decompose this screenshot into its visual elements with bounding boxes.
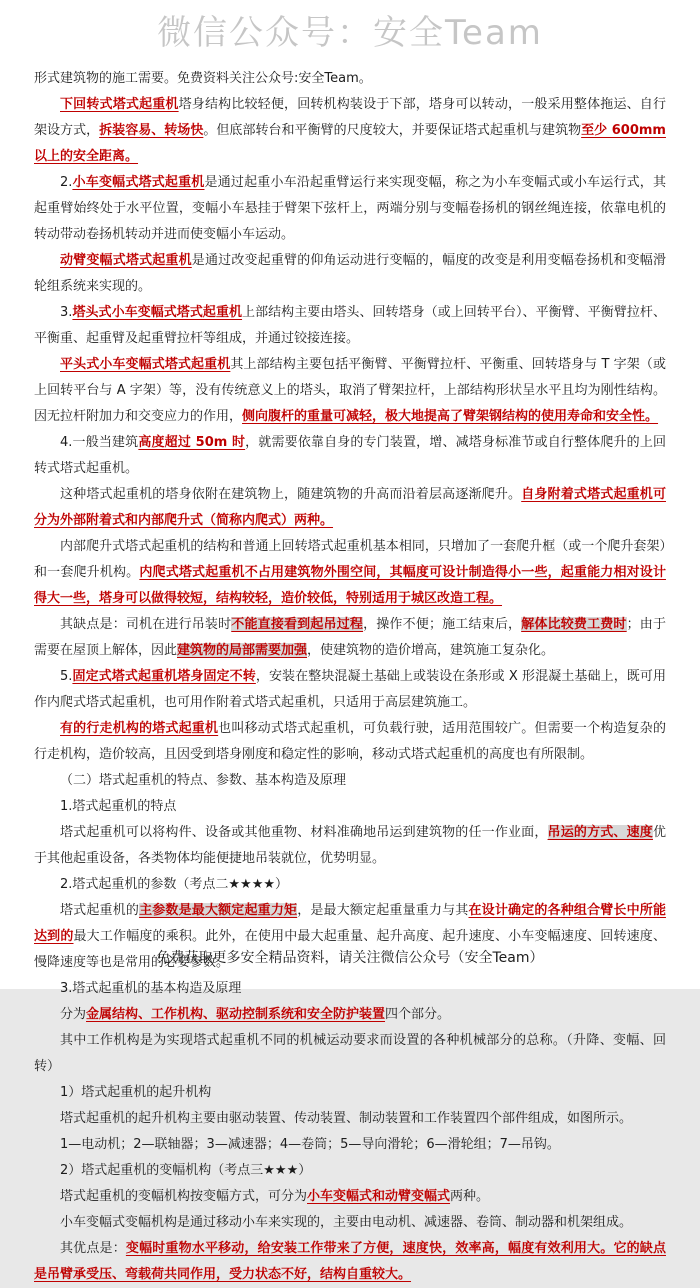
paragraph-26 [34, 1210, 666, 1236]
paragraph-15 [34, 820, 666, 872]
emphasis-run: 变幅时重物水平移动，给安装工作带来了方便，速度快，效率高，幅度有效利用大。它的缺点是吊臂承受压、弯载荷共同作用，受力状态不好，结构自重较大。 [34, 1241, 666, 1282]
text-run: 4.一般当建筑 [60, 435, 139, 450]
paragraph-3 [34, 170, 666, 248]
emphasis-run: 小车变幅式塔式起重机 [72, 175, 205, 190]
highlighted-run: 吊运的方式、速度 [547, 825, 653, 840]
text-run: 3. [60, 305, 73, 320]
text-run: 其中工作机构是为实现塔式起重机不同的机械运动要求而设置的各种机械部分的总称。（升降、变幅、回转） [34, 1033, 666, 1074]
text-run: 塔式起重机的变幅机构按变幅方式，可分为 [60, 1189, 308, 1204]
emphasis-run: 高度超过 50m 时 [138, 435, 246, 450]
paragraph-20 [34, 1028, 666, 1080]
text-run: 两种。 [450, 1189, 490, 1204]
emphasis-run: 侧向腹杆的重量可减轻，极大地提高了臂架钢结构的使用寿命和安全性。 [242, 409, 659, 424]
emphasis-run: 下回转式塔式起重机 [60, 97, 179, 112]
text-run: ，是最大额定起重量重力与其 [297, 903, 469, 918]
highlighted-run: 主参数是最大额定起重力矩 [139, 903, 298, 918]
paragraph-19 [34, 1002, 666, 1028]
paragraph-21 [34, 1080, 666, 1106]
highlighted-run: 不能直接看到起吊过程 [231, 617, 364, 632]
text-run: 3.塔式起重机的基本构造及原理 [60, 981, 242, 996]
paragraph-16 [34, 872, 666, 898]
text-run: 其缺点是：司机在进行吊装时 [60, 617, 232, 632]
text-run: ，安装在整块混凝土基础上或装设在条形或 X 形混凝土基础上，既可用作内爬式塔式起重机，也可用作附着式塔式起重机，只适用于高层建筑施工。 [34, 669, 666, 710]
text-run: 其优点是： [60, 1241, 126, 1256]
text-run: 2）塔式起重机的变幅机构（考点三★★★） [60, 1163, 312, 1178]
text-run: 塔式起重机的 [60, 903, 140, 918]
footer-note: 免费获取更多安全精品资料，请关注微信公众号（安全Team） [156, 950, 544, 966]
paragraph-8 [34, 482, 666, 534]
paragraph-14 [34, 794, 666, 820]
emphasis-run: 有的行走机构的塔式起重机 [60, 721, 219, 736]
emphasis-run: 塔头式小车变幅式塔式起重机 [72, 305, 243, 320]
text-run: 分为 [60, 1007, 87, 1022]
text-run: 2. [60, 175, 73, 190]
paragraph-24 [34, 1158, 666, 1184]
paragraph-1 [34, 66, 666, 92]
text-run: ，操作不便；施工结束后， [363, 617, 522, 632]
text-run: 5. [60, 669, 73, 684]
text-run: 形式建筑物的施工需要。免费资料关注公众号:安全Team。 [34, 71, 372, 86]
paragraph-11 [34, 664, 666, 716]
highlighted-run: 解体比较费工费时 [521, 617, 627, 632]
text-run: 2.塔式起重机的参数（考点二★★★★） [60, 877, 289, 892]
text-run: 1—电动机；2—联轴器；3—减速器；4—卷筒；5—导向滑轮；6—滑轮组；7—吊钩。 [60, 1137, 560, 1152]
paragraph-22 [34, 1106, 666, 1132]
text-run: 是通过起重小车沿起重臂运行来实现变幅，称之为小车变幅式或小车运行式，其起重臂始终处于水平位置，变幅小车悬挂于臂架下弦杆上，两端分别与变幅卷扬机的钢丝绳连接，依靠电机的转动带动卷扬机转动并进而使变幅小车运动。 [34, 175, 666, 242]
text-run: 小车变幅式变幅机构是通过移动小车来实现的，主要由电动机、减速器、卷筒、制动器和机架组成。 [60, 1215, 633, 1230]
emphasis-run: 拆装容易、转场快 [99, 123, 204, 138]
paragraph-10 [34, 612, 666, 664]
paragraph-12 [34, 716, 666, 768]
paragraph-7 [34, 430, 666, 482]
text-run: ，使建筑物的造价增高，建筑施工复杂化。 [307, 643, 555, 658]
text-run: 最大工作幅度的乘积。此外，在使用中最大起重量、起升高度、起升速度、小车变幅速度、回转速度、慢降速度等也是常用的必要参数。 [34, 929, 666, 970]
text-run: ；由于需要在屋顶上解体，因此 [34, 617, 666, 658]
text-run: 塔式起重机的起升机构主要由驱动装置、传动装置、制动装置和工作装置四个部件组成，如图所示。 [60, 1111, 633, 1126]
emphasis-run: 在设计确定的各种组合臂长中所能达到的 [34, 903, 666, 944]
text-run: 内部爬升式塔式起重机的结构和普通上回转塔式起重机基本相同，只增加了一套爬升框（或一个爬升套架）和一套爬升机构。 [34, 539, 666, 580]
paragraph-23 [34, 1132, 666, 1158]
paragraph-5 [34, 300, 666, 352]
text-run: 塔身结构比较轻便，回转机构装设于下部，塔身可以转动，一般采用整体拖运、自行架设方式， [34, 97, 666, 138]
paragraph-18 [34, 976, 666, 1002]
paragraph-4 [34, 248, 666, 300]
paragraph-2 [34, 92, 666, 170]
text-run: 1）塔式起重机的起升机构 [60, 1085, 212, 1100]
emphasis-run: 内爬式塔式起重机不占用建筑物外围空间，其幅度可设计制造得小一些，起重能力相对设计得大一些，塔身可以做得较短，结构较轻，造价较低，特别适用于城区改造工程。 [34, 565, 666, 606]
emphasis-run: 自身附着式塔式起重机可分为外部附着式和内部爬升式（简称内爬式）两种。 [34, 487, 666, 528]
text-run: 塔式起重机可以将构件、设备或其他重物、材料准确地吊运到建筑物的任一作业面， [60, 825, 548, 840]
text-run: 其上部结构主要包括平衡臂、平衡臂拉杆、平衡重、回转塔身与 T 字架（或上回转平台与 A 字架）等，没有传统意义上的塔头，取消了臂架拉杆，上部结构形状呈水平且均为刚性结构。因无拉杆附加力和交变应力的作用， [34, 357, 666, 424]
emphasis-run: 固定式塔式起重机塔身固定不转 [72, 669, 256, 684]
emphasis-run: 金属结构、工作机构、驱动控制系统和安全防护装置 [86, 1007, 386, 1022]
paragraph-6 [34, 352, 666, 430]
text-run: 优于其他起重设备，各类物体均能便捷地吊装就位，优势明显。 [34, 825, 666, 866]
emphasis-run: 小车变幅式和动臂变幅式 [307, 1189, 451, 1204]
paragraph-25 [34, 1184, 666, 1210]
emphasis-run: 至少 600mm 以上的安全距离。 [34, 123, 666, 164]
text-run: 上部结构主要由塔头、回转塔身（或上回转平台）、平衡臂、平衡臂拉杆、平衡重、起重臂及起重臂拉杆等组成，并通过铰接连接。 [34, 305, 666, 346]
watermark-title: 微信公众号：安全Team [157, 13, 543, 53]
text-run: 。但底部转台和平衡臂的尺度较大，并要保证塔式起重机与建筑物 [203, 123, 582, 138]
emphasis-run: 平头式小车变幅式塔式起重机 [60, 357, 231, 372]
content [0, 54, 700, 1288]
paragraph-27 [34, 1236, 666, 1288]
text-run: 是通过改变起重臂的仰角运动进行变幅的，幅度的改变是利用变幅卷扬机和变幅滑轮组系统来实现的。 [34, 253, 666, 294]
text-run: 四个部分。 [385, 1007, 451, 1022]
paragraph-13 [34, 768, 666, 794]
text-run: ，就需要依靠自身的专门装置，增、减塔身标准节或自行整体爬升的上回转式塔式起重机。 [34, 435, 666, 476]
text-run: （二）塔式起重机的特点、参数、基本构造及原理 [60, 773, 347, 788]
paragraph-9 [34, 534, 666, 612]
text-run: 也叫移动式塔式起重机，可负载行驶，适用范围较广。但需要一个构造复杂的行走机构，造价较高，且因受到塔身刚度和稳定性的影响，移动式塔式起重机的高度也有所限制。 [34, 721, 666, 762]
text-run: 1.塔式起重机的特点 [60, 799, 177, 814]
text-run: 这种塔式起重机的塔身依附在建筑物上，随建筑物的升高而沿着层高逐渐爬升。 [60, 487, 522, 502]
emphasis-run: 动臂变幅式塔式起重机 [60, 253, 192, 268]
highlighted-run: 建筑物的局部需要加强 [177, 643, 308, 658]
